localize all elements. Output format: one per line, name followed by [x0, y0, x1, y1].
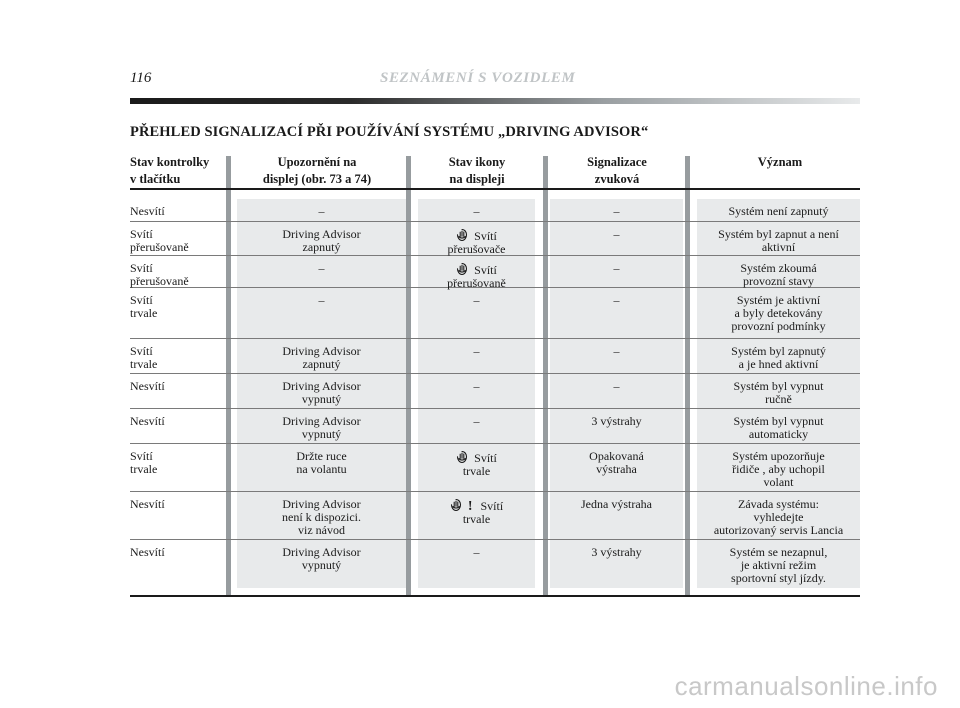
cell-line: –	[613, 261, 620, 275]
cell-line: řidiče , aby uchopil	[732, 462, 825, 476]
table-cell	[130, 205, 226, 218]
cell-text: Svítí	[474, 229, 497, 243]
cell-text: Svítí	[480, 499, 504, 513]
cell-line: Nesvítí	[130, 497, 165, 511]
cell-line: není k dispozici.	[282, 510, 361, 524]
cell-line: –	[473, 204, 480, 218]
table-cell	[237, 498, 406, 537]
cell-line: trvale	[130, 357, 158, 371]
cell-line: Nesvítí	[130, 414, 165, 428]
table-cell	[550, 498, 683, 511]
warning-mark: !	[467, 499, 473, 514]
cell-line: přerušovaně	[130, 240, 189, 254]
cell-line: vyhledejte	[753, 510, 804, 524]
cell-line: Systém se nezapnul,	[729, 545, 828, 559]
row-divider	[130, 443, 860, 444]
table-cell	[697, 450, 860, 489]
steering-wheel-hands-icon	[456, 262, 468, 276]
cell-line: zapnutý	[302, 240, 341, 254]
cell-line: Systém byl zapnut a není	[718, 227, 839, 241]
table-cell	[550, 450, 683, 476]
cell-line: a byly detekovány	[734, 306, 823, 320]
cell-line: Systém zkoumá	[740, 261, 817, 275]
cell-line: na volantu	[296, 462, 347, 476]
cell-line: vypnutý	[301, 392, 342, 406]
table-cell	[237, 294, 406, 307]
cell-line: –	[318, 204, 325, 218]
table-cell	[130, 345, 226, 371]
cell-line: trvale	[462, 512, 491, 526]
cell-line: Jedna výstraha	[581, 497, 652, 511]
table-cell	[237, 450, 406, 476]
cell-line: Držte ruce	[296, 449, 347, 463]
table-cell	[130, 546, 226, 559]
cell-line	[418, 228, 535, 243]
column-shading	[418, 199, 535, 588]
row-divider	[130, 338, 860, 339]
table-cell	[130, 450, 226, 476]
cell-line: trvale	[130, 462, 158, 476]
cell-line: přerušovaně	[130, 274, 189, 288]
cell-line: je aktivní režim	[740, 558, 817, 572]
steering-wheel-hands-icon	[456, 450, 468, 464]
cell-line: vypnutý	[301, 558, 342, 572]
cell-line: Svítí	[130, 261, 153, 275]
row-divider	[130, 373, 860, 374]
cell-line: Svítí	[130, 227, 153, 241]
cell-line: zapnutý	[302, 357, 341, 371]
table-cell	[697, 294, 860, 333]
cell-line: Systém byl vypnut	[733, 414, 824, 428]
cell-line: výstraha	[596, 462, 637, 476]
cell-line: –	[318, 293, 325, 307]
table-cell	[418, 205, 535, 218]
cell-line: –	[473, 414, 480, 428]
cell-line: –	[613, 227, 620, 241]
table-cell	[550, 345, 683, 358]
table-cell	[550, 262, 683, 275]
header-line: Signalizace	[587, 155, 647, 169]
cell-line: –	[318, 261, 325, 275]
table-cell	[237, 380, 406, 406]
cell-line: –	[473, 293, 480, 307]
cell-line: Opakovaná	[589, 449, 644, 463]
running-head: SEZNÁMENÍ S VOZIDLEM	[380, 70, 576, 86]
cell-line: ručně	[765, 392, 792, 406]
watermark: carmanualsonline.info	[674, 671, 938, 701]
table-cell	[418, 262, 535, 290]
steering-wheel-hands-icon	[456, 228, 468, 242]
header-line: Význam	[757, 155, 803, 169]
cell-line: –	[473, 379, 480, 393]
cell-line: Nesvítí	[130, 379, 165, 393]
cell-line: Systém je aktivní	[736, 293, 821, 307]
cell-text: Svítí	[474, 263, 497, 277]
cell-line: provozní podmínky	[731, 319, 826, 333]
table-bottom-rule	[130, 595, 860, 597]
column-header	[130, 154, 209, 188]
column-separator	[226, 156, 231, 596]
table-cell	[418, 450, 535, 478]
table-cell	[418, 294, 535, 307]
table-cell	[130, 262, 226, 288]
table-cell	[550, 294, 683, 307]
table-cell	[418, 546, 535, 559]
table-cell	[550, 380, 683, 393]
cell-line: automaticky	[748, 427, 809, 441]
cell-line: provozní stavy	[743, 274, 814, 288]
row-divider	[130, 221, 860, 222]
cell-line: Svítí	[130, 449, 153, 463]
table-cell	[697, 345, 860, 371]
cell-line: –	[613, 344, 620, 358]
table-cell	[550, 205, 683, 218]
table-cell	[237, 415, 406, 441]
table-cell	[130, 498, 226, 511]
cell-line: –	[473, 344, 480, 358]
column-header	[227, 154, 407, 188]
table-cell	[130, 415, 226, 428]
cell-line: volant	[763, 475, 794, 489]
cell-line: –	[473, 545, 480, 559]
cell-line: a je hned aktivní	[738, 357, 819, 371]
header-line: Upozornění na	[277, 155, 357, 169]
table-cell	[550, 546, 683, 559]
cell-line: Svítí	[130, 293, 153, 307]
cell-line: aktivní	[761, 240, 796, 254]
cell-line: Nesvítí	[130, 545, 165, 559]
table-cell	[550, 415, 683, 428]
cell-line: sportovní styl jízdy.	[731, 571, 826, 585]
header-bar	[130, 98, 860, 104]
row-divider	[130, 491, 860, 492]
column-separator	[685, 156, 690, 596]
table-cell	[697, 498, 860, 537]
cell-line: Driving Advisor	[282, 414, 361, 428]
column-header	[690, 154, 870, 171]
cell-line: Driving Advisor	[282, 545, 361, 559]
cell-line	[418, 450, 535, 465]
column-separator	[543, 156, 548, 596]
cell-line	[418, 262, 535, 277]
cell-line: Driving Advisor	[282, 227, 361, 241]
cell-text: Svítí	[474, 451, 497, 465]
cell-line: 3 výstrahy	[591, 545, 642, 559]
header-rule	[130, 188, 860, 190]
table-cell	[237, 345, 406, 371]
cell-line: 3 výstrahy	[591, 414, 642, 428]
cell-line: Svítí	[130, 344, 153, 358]
cell-line: Driving Advisor	[282, 379, 361, 393]
cell-line: –	[613, 293, 620, 307]
table-cell	[697, 205, 860, 218]
cell-line: Systém upozorňuje	[732, 449, 825, 463]
header-line: displej (obr. 73 a 74)	[262, 172, 372, 186]
header-line: zvuková	[594, 172, 640, 186]
table-cell	[418, 345, 535, 358]
table-cell	[697, 546, 860, 585]
cell-line: –	[613, 379, 620, 393]
table-cell	[130, 228, 226, 254]
cell-line: Systém byl zapnutý	[731, 344, 826, 358]
cell-line: trvale	[130, 306, 158, 320]
table-cell	[418, 228, 535, 256]
table-cell	[237, 205, 406, 218]
page-number: 116	[130, 70, 152, 86]
cell-line: přerušovaně	[447, 276, 506, 290]
column-shading	[550, 199, 683, 588]
table-cell	[697, 228, 860, 254]
header-line: Stav ikony	[448, 155, 506, 169]
table-cell	[550, 228, 683, 241]
cell-line: Driving Advisor	[282, 344, 361, 358]
table-cell	[697, 415, 860, 441]
cell-line: Nesvítí	[130, 204, 165, 218]
header-line: Stav kontrolky	[130, 155, 210, 169]
cell-line: autorizovaný servis Lancia	[713, 523, 844, 537]
table-cell	[418, 380, 535, 393]
row-divider	[130, 408, 860, 409]
table-cell	[237, 262, 406, 275]
cell-line: přerušovače	[447, 242, 506, 256]
cell-line: trvale	[462, 464, 491, 478]
cell-line: Závada systému:	[738, 497, 819, 511]
table-cell	[237, 228, 406, 254]
column-separator	[406, 156, 411, 596]
header-line: na displeji	[449, 172, 505, 186]
cell-line: viz návod	[298, 523, 345, 537]
row-divider	[130, 539, 860, 540]
section-title: PŘEHLED SIGNALIZACÍ PŘI POUŽÍVÁNÍ SYSTÉMU „DRIVING ADVISOR“	[130, 124, 649, 140]
table-cell	[130, 294, 226, 320]
cell-line: Systém byl vypnut	[733, 379, 824, 393]
table-cell	[237, 546, 406, 572]
table-cell	[418, 415, 535, 428]
cell-line: Systém není zapnutý	[728, 204, 829, 218]
table-cell	[418, 498, 535, 526]
cell-line: Driving Advisor	[282, 497, 361, 511]
cell-line: vypnutý	[301, 427, 342, 441]
column-header	[527, 154, 707, 188]
steering-wheel-hands-icon	[450, 498, 462, 512]
table-cell	[697, 262, 860, 288]
table-cell	[130, 380, 226, 393]
header-line: v tlačítku	[130, 172, 181, 186]
cell-line	[418, 498, 535, 513]
cell-line: –	[613, 204, 620, 218]
table-cell	[697, 380, 860, 406]
